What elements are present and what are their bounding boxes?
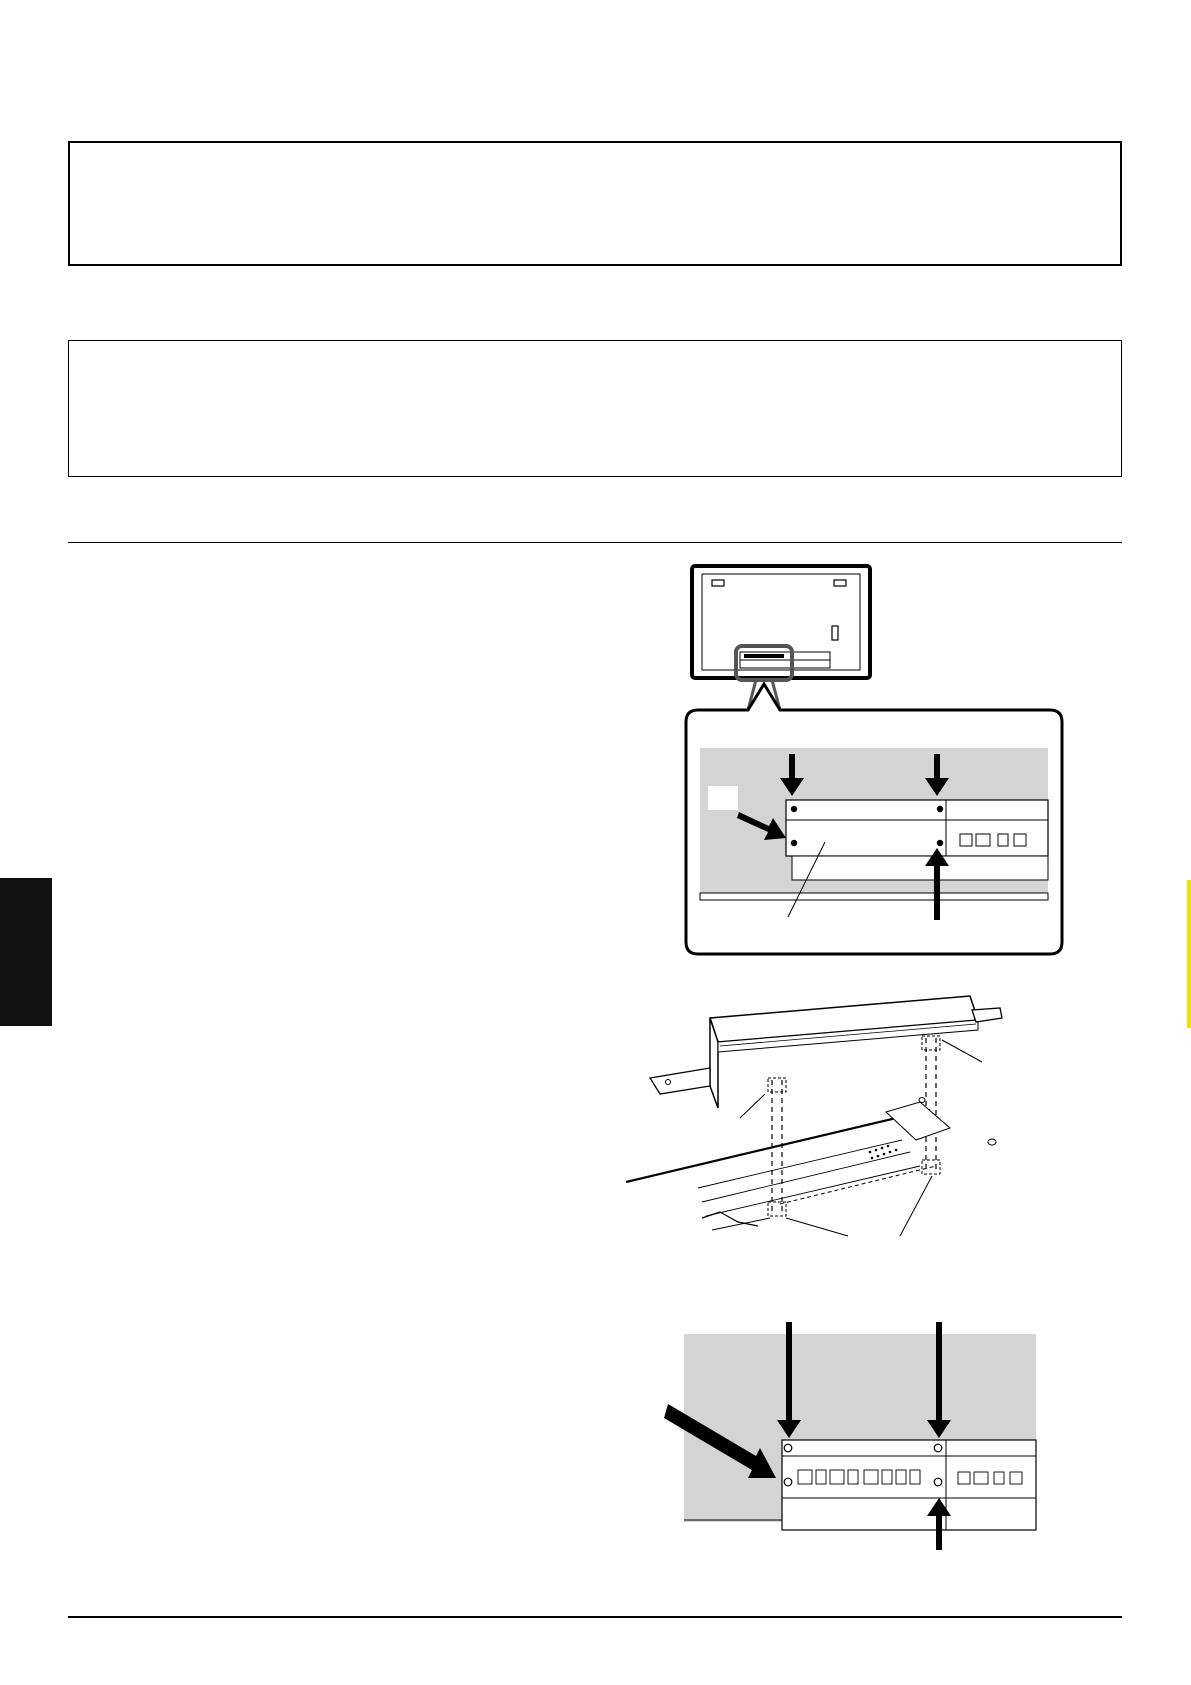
chapter-side-tab <box>0 878 52 1026</box>
bracket-attachment-diagram <box>620 990 1040 1240</box>
notice-box-1 <box>68 141 1122 266</box>
terminal-screw-positions <box>670 1322 1050 1552</box>
section-divider <box>68 542 1122 543</box>
display-rear-view <box>680 560 1080 965</box>
edge-color-mark <box>1187 880 1191 1028</box>
notice-box-2 <box>68 340 1122 477</box>
footer-rule <box>68 1616 1122 1618</box>
